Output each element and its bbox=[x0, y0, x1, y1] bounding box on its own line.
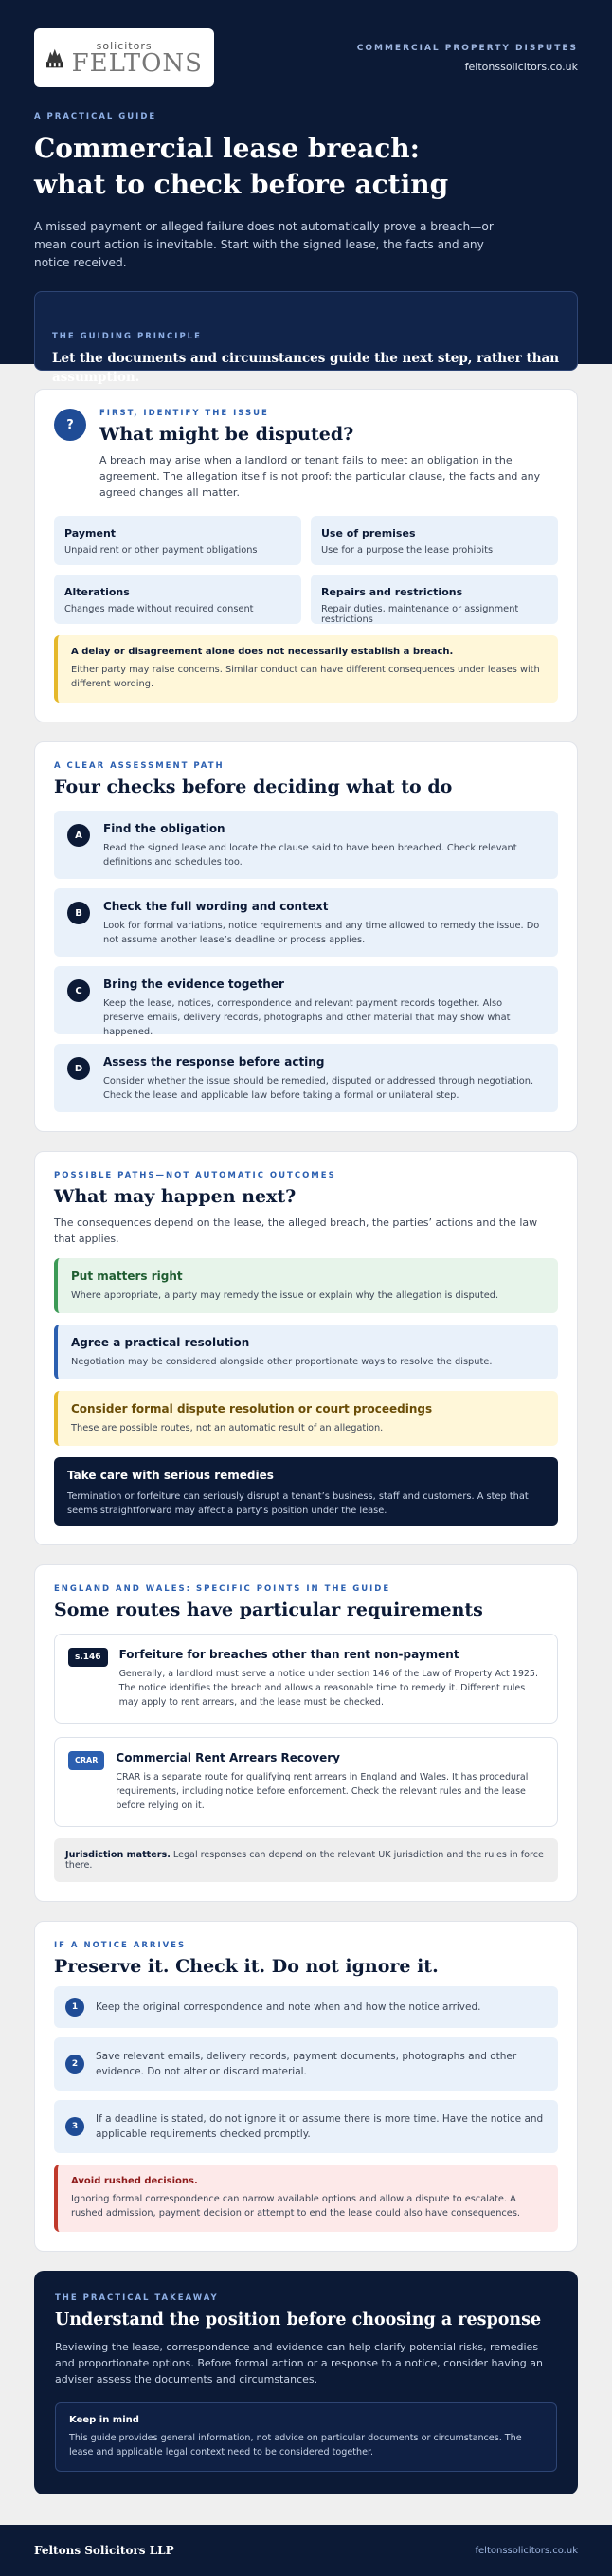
breach-note bbox=[54, 635, 558, 703]
jurisdiction-note bbox=[54, 1838, 558, 1882]
step-badge: A bbox=[67, 824, 90, 847]
step-title: Check the full wording and context bbox=[103, 900, 329, 913]
notice-text: If a deadline is stated, do not ignore it or assume there is more time. Have the notice and applicable requirements checked promptly. bbox=[96, 2113, 544, 2140]
disputed-eyebrow: FIRST, IDENTIFY THE ISSUE bbox=[99, 409, 269, 418]
outcome-text: Termination or forfeiture can seriously disrupt a tenant’s business, staff and customers. A step that seems straightforward may affect a party’s position under the lease. bbox=[67, 1491, 529, 1516]
step-title: Find the obligation bbox=[103, 822, 225, 835]
routes-eyebrow: ENGLAND AND WALES: SPECIFIC POINTS IN THE GUIDE bbox=[54, 1584, 391, 1594]
route-tag: CRAR bbox=[68, 1751, 104, 1770]
breach-note-text: Either party may raise concerns. Similar conduct can have different consequences under leases with different wording. bbox=[71, 665, 540, 689]
outcome-put-right bbox=[54, 1258, 558, 1313]
step-check-wording bbox=[54, 888, 558, 957]
disputed-section bbox=[34, 389, 578, 722]
tile-text: Unpaid rent or other payment obligations bbox=[64, 545, 258, 556]
step-title: Assess the response before acting bbox=[103, 1055, 325, 1069]
takeaway-section bbox=[34, 2271, 578, 2494]
step-badge: C bbox=[67, 979, 90, 1002]
route-text: CRAR is a separate route for qualifying rent arrears in England and Wales. It has procedural requirements, including notice before enforcement. Check the relevant rules and the lease before relying on it. bbox=[116, 1772, 529, 1811]
step-assess-response bbox=[54, 1044, 558, 1112]
step-badge: D bbox=[67, 1057, 90, 1080]
route-crar bbox=[54, 1737, 558, 1827]
checks-section bbox=[34, 741, 578, 1132]
tile-title: Repairs and restrictions bbox=[321, 586, 463, 598]
step-text: Keep the lease, notices, correspondence and relevant payment records together. Also preserve emails, delivery records, photographs and other material that may show what happened. bbox=[103, 998, 511, 1037]
page-title-line-2: what to check before acting bbox=[34, 169, 449, 200]
tile-title: Alterations bbox=[64, 586, 130, 598]
outcome-title: Agree a practical resolution bbox=[71, 1336, 250, 1349]
logo-small-text: solicitors bbox=[96, 39, 153, 52]
feltons-logo[interactable] bbox=[34, 28, 214, 87]
checks-title: Four checks before deciding what to do bbox=[54, 776, 453, 797]
outcome-serious-remedies bbox=[54, 1457, 558, 1526]
notice-item bbox=[54, 1986, 558, 2028]
tile-repairs bbox=[311, 575, 558, 624]
outcomes-desc: The consequences depend on the lease, the alleged breach, the parties’ actions and the law that applies. bbox=[54, 1216, 538, 1245]
rushed-decisions-warning bbox=[54, 2165, 558, 2232]
step-badge: B bbox=[67, 902, 90, 924]
outcomes-eyebrow: POSSIBLE PATHS—NOT AUTOMATIC OUTCOMES bbox=[54, 1171, 336, 1180]
main-content bbox=[0, 364, 612, 2494]
outcome-text: Where appropriate, a party may remedy the issue or explain why the allegation is disputed. bbox=[71, 1290, 499, 1301]
outcome-text: These are possible routes, not an automatic result of an allegation. bbox=[71, 1423, 384, 1434]
hero-kicker: COMMERCIAL PROPERTY DISPUTES bbox=[356, 44, 578, 53]
notice-number: 1 bbox=[65, 1998, 84, 2017]
route-title: Forfeiture for breaches other than rent non-payment bbox=[118, 1648, 459, 1661]
footer-firm-name: Feltons Solicitors LLP bbox=[34, 2544, 174, 2557]
tile-text: Changes made without required consent bbox=[64, 604, 254, 614]
notice-item bbox=[54, 2037, 558, 2091]
keep-in-mind-box bbox=[55, 2402, 557, 2472]
step-text: Read the signed lease and locate the clause said to have been breached. Check relevant definitions and schedules too. bbox=[103, 843, 517, 868]
hero-eyebrow: A PRACTICAL GUIDE bbox=[34, 112, 157, 121]
footer-site-link[interactable]: feltonssolicitors.co.uk bbox=[475, 2545, 578, 2556]
takeaway-title: Understand the position before choosing a response bbox=[55, 2311, 542, 2329]
notice-section bbox=[34, 1921, 578, 2252]
route-tag: s.146 bbox=[68, 1648, 108, 1667]
tile-title: Use of premises bbox=[321, 527, 416, 539]
takeaway-lead: Reviewing the lease, correspondence and evidence can help clarify potential risks, remedies and proportionate options. Before formal action or a response to a notice, consider having an adviser assess the documents and circumstances. bbox=[55, 2341, 543, 2385]
hero-lead: A missed payment or alleged failure does not automatically prove a breach—or mean court action is inevitable. Start with the signed lease, the facts and any notice received. bbox=[34, 220, 494, 269]
notice-number: 3 bbox=[65, 2117, 84, 2136]
step-text: Consider whether the issue should be remedied, disputed or addressed through negotiation. Check the lease and applicable law before taking a formal or unilateral step. bbox=[103, 1076, 534, 1101]
tile-alterations bbox=[54, 575, 301, 624]
step-title: Bring the evidence together bbox=[103, 977, 284, 991]
jurisdiction-text: Legal responses can depend on the relevant UK jurisdiction and the rules in force there. bbox=[65, 1850, 544, 1871]
outcome-resolution bbox=[54, 1325, 558, 1379]
keep-in-mind-text: This guide provides general information, not advice on particular documents or circumstances. The lease and applicable legal context need to be considered together. bbox=[69, 2433, 522, 2457]
step-find-obligation bbox=[54, 811, 558, 879]
outcome-formal-dispute bbox=[54, 1391, 558, 1446]
warning-title: Avoid rushed decisions. bbox=[71, 2176, 198, 2186]
outcomes-title: What may happen next? bbox=[54, 1186, 297, 1207]
principle-text: Let the documents and circumstances guide the next step, rather than assumption. bbox=[52, 351, 560, 385]
notice-eyebrow: IF A NOTICE ARRIVES bbox=[54, 1941, 187, 1950]
routes-title: Some routes have particular requirements bbox=[54, 1599, 483, 1620]
guiding-principle-box bbox=[34, 291, 578, 385]
tile-text: Repair duties, maintenance or assignment restrictions bbox=[321, 604, 519, 625]
tile-use-of-premises bbox=[311, 516, 558, 565]
warning-text: Ignoring formal correspondence can narrow available options and allow a dispute to escalate. A rushed admission, payment decision or attempt to end the lease could also have consequences. bbox=[71, 2194, 521, 2219]
outcome-title: Take care with serious remedies bbox=[67, 1469, 274, 1482]
notice-item bbox=[54, 2100, 558, 2153]
notice-title: Preserve it. Check it. Do not ignore it. bbox=[54, 1956, 439, 1977]
jurisdiction-bold: Jurisdiction matters. bbox=[65, 1850, 171, 1860]
step-text: Look for formal variations, notice requirements and any time allowed to remedy the issue. Do not assume another lease’s deadline or process applies. bbox=[103, 921, 540, 945]
principle-label: THE GUIDING PRINCIPLE bbox=[52, 332, 202, 341]
page-title-line-1: Commercial lease breach: bbox=[34, 133, 420, 164]
step-evidence bbox=[54, 966, 558, 1037]
outcome-text: Negotiation may be considered alongside other proportionate ways to resolve the dispute. bbox=[71, 1357, 493, 1367]
route-s146 bbox=[54, 1634, 558, 1724]
header-site-link[interactable]: feltonssolicitors.co.uk bbox=[464, 61, 578, 73]
building-logo-icon bbox=[45, 37, 64, 79]
outcome-title: Put matters right bbox=[71, 1270, 183, 1283]
breach-note-title: A delay or disagreement alone does not necessarily establish a breach. bbox=[71, 647, 454, 657]
disputed-title: What might be disputed? bbox=[99, 424, 354, 445]
routes-section bbox=[34, 1564, 578, 1902]
outcomes-section bbox=[34, 1151, 578, 1545]
checks-eyebrow: A CLEAR ASSESSMENT PATH bbox=[54, 761, 225, 771]
disputed-desc: A breach may arise when a landlord or tenant fails to meet an obligation in the agreement. The allegation itself is not proof: the particular clause, the facts and any agreed changes all matter. bbox=[99, 454, 541, 499]
tile-payment bbox=[54, 516, 301, 565]
route-text: Generally, a landlord must serve a notice under section 146 of the Law of Property Act 1925. The notice identifies the breach and allows a reasonable time to remedy it. Different rules may apply to rent arrears, and the lease must be checked. bbox=[118, 1669, 538, 1708]
tile-title: Payment bbox=[64, 527, 117, 539]
hero-header bbox=[0, 0, 612, 385]
keep-in-mind-title: Keep in mind bbox=[69, 2415, 139, 2425]
notice-number: 2 bbox=[65, 2055, 84, 2074]
route-title: Commercial Rent Arrears Recovery bbox=[116, 1751, 340, 1764]
notice-text: Save relevant emails, delivery records, payment documents, photographs and other evidence. Do not alter or discard material. bbox=[96, 2051, 517, 2077]
takeaway-eyebrow: THE PRACTICAL TAKEAWAY bbox=[55, 2293, 219, 2303]
outcome-title: Consider formal dispute resolution or court proceedings bbox=[71, 1402, 433, 1416]
logo-big-text: FELTONS bbox=[71, 48, 203, 78]
tile-text: Use for a purpose the lease prohibits bbox=[321, 545, 494, 556]
page-title bbox=[34, 131, 578, 203]
question-icon: ? bbox=[54, 409, 86, 441]
page-footer bbox=[0, 2525, 612, 2576]
notice-text: Keep the original correspondence and note when and how the notice arrived. bbox=[96, 2001, 481, 2013]
